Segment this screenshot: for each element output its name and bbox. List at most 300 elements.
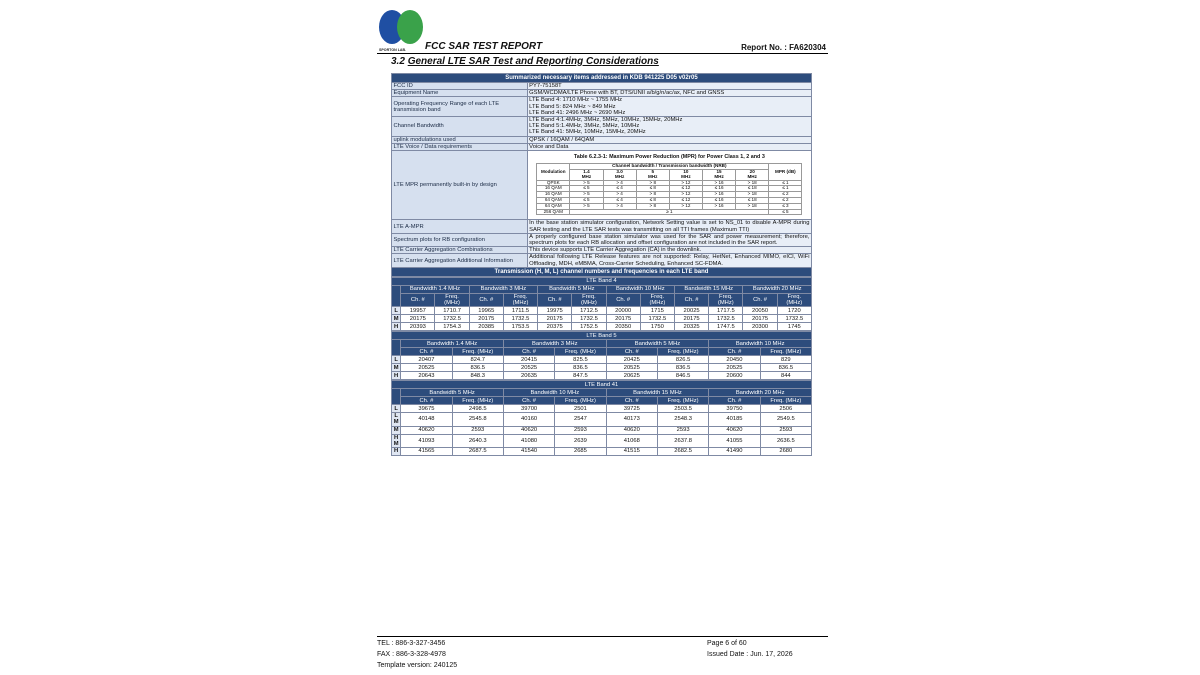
mpr-cell-value: QPSK	[537, 180, 570, 186]
channel-frequency: 2640.3	[452, 434, 503, 447]
channel-frequency: 2503.5	[657, 405, 708, 413]
summary-row	[392, 97, 812, 117]
freq-col-unit: (MHz)	[512, 300, 529, 307]
freq-col-header	[640, 293, 674, 306]
channel-frequency: 825.5	[555, 356, 606, 364]
band-corner	[392, 340, 401, 356]
summary-value: A properly configured base station simulator was used for the SAR and power measurement; therefore, spectrum plots for each RB allocation and offset configuration are not included in the SAR report.	[529, 233, 810, 247]
channel-frequency: 1750	[640, 323, 674, 331]
mpr-cell-value: ≤ 5	[570, 198, 603, 204]
channel-number: 19957	[401, 307, 435, 315]
logo-text: SPORTON LAB.	[379, 48, 407, 52]
band-title-row	[392, 332, 812, 340]
freq-col-header	[503, 293, 537, 306]
section-heading: General LTE SAR Test and Reporting Considerations	[407, 56, 659, 67]
channel-number: 40620	[709, 426, 760, 434]
summary-value-line: GSM/WCDMA/LTE Phone with BT, DTS/UNII a/b/g/n/ac/ax, NFC and GNSS	[529, 90, 725, 97]
channel-row	[392, 364, 812, 372]
mpr-cell-value: > 16	[702, 192, 735, 198]
channel-number: 20415	[503, 356, 554, 364]
freq-col-label: Freq.	[582, 293, 596, 300]
channel-number: 19965	[469, 307, 503, 315]
channel-number: 20300	[743, 323, 777, 331]
mpr-cell-value: 64 QAM	[537, 203, 570, 209]
freq-col-header: Freq. (MHz)	[555, 348, 606, 356]
channel-frequency: 829	[760, 356, 811, 364]
mpr-cell-value: ≤ 4	[603, 186, 636, 192]
channel-number: 41515	[606, 448, 657, 456]
channel-number: 40620	[503, 426, 554, 434]
mpr-cell-value: 64 QAM	[537, 198, 570, 204]
mpr-cell-value: ≤ 4	[603, 198, 636, 204]
band-bandwidth-header: Bandwidth 1.4 MHz	[401, 340, 504, 348]
band-bandwidth-header: Bandwidth 5 MHz	[401, 389, 504, 397]
summary-value-line: LTE Band 5:1.4MHz, 3MHz, 5MHz, 10MHz	[529, 123, 640, 130]
channel-frequency: 836.5	[555, 364, 606, 372]
mpr-col-modulation: Modulation	[537, 164, 570, 180]
band-bandwidth-row	[392, 285, 812, 293]
channel-number: 20025	[674, 307, 708, 315]
summary-value	[527, 136, 811, 143]
channel-number: 40173	[606, 413, 657, 426]
summary-row	[392, 254, 812, 267]
channel-number: 41490	[709, 448, 760, 456]
summary-label: LTE Carrier Aggregation Additional Information	[392, 254, 528, 267]
summary-row	[392, 233, 812, 246]
summary-label: Equipment Name	[392, 90, 528, 97]
mpr-bw-unit: MHz	[614, 173, 625, 179]
band-bandwidth-row	[392, 389, 812, 397]
section-number: 3.2	[391, 56, 405, 67]
mpr-table	[536, 163, 802, 215]
mpr-cell-value: > 16	[702, 180, 735, 186]
summary-value-line: LTE Band 41: 5MHz, 10MHz, 15MHz, 20MHz	[529, 129, 646, 136]
mpr-col-bandwidth: Channel bandwidth / Transmission bandwidth (NRB)	[570, 164, 769, 170]
band-bandwidth-header: Bandwidth 3 MHz	[469, 285, 537, 293]
channel-number: 40620	[606, 426, 657, 434]
considerations-table	[391, 73, 812, 456]
channel-level: M	[392, 315, 401, 323]
band-bandwidth-header: Bandwidth 10 MHz	[606, 285, 674, 293]
channel-frequency: 2593	[657, 426, 708, 434]
channel-frequency: 2593	[452, 426, 503, 434]
channel-number: 40185	[709, 413, 760, 426]
channel-col-header: Ch. #	[503, 348, 554, 356]
summary-row	[392, 83, 812, 90]
channel-col-header: Ch. #	[401, 348, 452, 356]
channel-level	[392, 434, 401, 447]
channel-number: 41080	[503, 434, 554, 447]
freq-col-header	[572, 293, 606, 306]
summary-label: LTE A-MPR	[392, 220, 528, 233]
channel-number: 40148	[401, 413, 452, 426]
footer-divider	[377, 636, 828, 637]
channel-frequency: 2685	[555, 448, 606, 456]
mpr-bw-value: 20	[749, 169, 755, 175]
mpr-cell-value: ≤ 2	[769, 192, 802, 198]
channel-frequency: 2593	[760, 426, 811, 434]
channel-frequency: 847.5	[555, 372, 606, 380]
channel-number: 41565	[401, 448, 452, 456]
channel-number: 20643	[401, 372, 452, 380]
freq-col-unit: (MHz)	[717, 300, 734, 307]
sporton-logo	[379, 8, 425, 52]
summary-value: In the base station simulator configuration, Network Setting value is set to NS_01 to disable A-MPR during SAR testing and the LTE SAR tests was transmitting on all TTI frames (Maximum TTI)	[529, 220, 810, 233]
mpr-col-mpr: MPR (dB)	[769, 164, 802, 180]
footer-fax: FAX : 886-3-328-4978	[377, 651, 446, 658]
channel-frequency: 2549.5	[760, 413, 811, 426]
freq-col-header: Freq. (MHz)	[657, 397, 708, 405]
mpr-bw-unit: MHz	[581, 173, 592, 179]
channel-col-header: Ch. #	[538, 293, 572, 306]
freq-col-header: Freq. (MHz)	[452, 397, 503, 405]
summary-label: uplink modulations used	[392, 136, 528, 143]
channel-row	[392, 323, 812, 331]
channel-number: 20407	[401, 356, 452, 364]
channel-level-letter: H	[394, 448, 399, 455]
summary-value-line: LTE Band 4:1.4MHz, 3MHz, 5MHz, 10MHz, 15MHz, 20MHz	[529, 117, 683, 124]
channel-frequency: 2548.3	[657, 413, 708, 426]
channel-col-header: Ch. #	[606, 397, 657, 405]
channel-frequency: 824.7	[452, 356, 503, 364]
channel-frequency: 1753.5	[503, 323, 537, 331]
freq-col-unit: (MHz)	[444, 300, 460, 307]
channel-number: 20350	[606, 323, 640, 331]
channels-heading: Transmission (H, M, L) channel numbers and frequencies in each LTE band	[392, 267, 812, 276]
channel-row	[392, 356, 812, 364]
band-title: LTE Band 4	[392, 277, 812, 285]
summary-label: LTE Voice / Data requirements	[392, 143, 528, 150]
channel-number: 20175	[674, 315, 708, 323]
channel-level-letter: H	[394, 434, 399, 441]
mpr-cell-value: > 16	[702, 203, 735, 209]
channel-col-header: Ch. #	[503, 397, 554, 405]
channel-number: 20525	[606, 364, 657, 372]
mpr-bw-unit: MHz	[648, 173, 658, 179]
mpr-cell-value: > 18	[736, 180, 769, 186]
channel-col-header: Ch. #	[469, 293, 503, 306]
channel-number: 19975	[538, 307, 572, 315]
band-bandwidth-header: Bandwidth 20 MHz	[709, 389, 812, 397]
band-bandwidth-header: Bandwidth 1.4 MHz	[401, 285, 469, 293]
channel-number: 41068	[606, 434, 657, 447]
freq-col-header: Freq. (MHz)	[555, 397, 606, 405]
channel-frequency: 1717.5	[709, 307, 743, 315]
channel-number: 20175	[606, 315, 640, 323]
summary-value	[527, 117, 811, 137]
channel-col-header: Ch. #	[401, 397, 452, 405]
mpr-bw-header	[570, 170, 603, 181]
summary-row	[392, 143, 812, 150]
channel-frequency: 1715	[640, 307, 674, 315]
channel-level	[392, 426, 401, 434]
channel-frequency: 2501	[555, 405, 606, 413]
channel-row	[392, 372, 812, 380]
freq-col-unit: (MHz)	[786, 300, 803, 307]
freq-col-header	[709, 293, 743, 306]
channel-number: 41055	[709, 434, 760, 447]
summary-row	[392, 117, 812, 137]
channel-frequency: 2506	[760, 405, 811, 413]
channel-col-header: Ch. #	[674, 293, 708, 306]
band-bandwidth-header: Bandwidth 20 MHz	[743, 285, 812, 293]
summary-row	[392, 90, 812, 97]
mpr-cell-value: ≤ 5	[570, 186, 603, 192]
band-bandwidth-header: Bandwidth 15 MHz	[674, 285, 742, 293]
report-number: Report No. : FA620304	[741, 43, 826, 52]
channel-level: H	[392, 323, 401, 331]
band4-table	[391, 277, 812, 331]
channel-frequency: 1710.7	[435, 307, 469, 315]
channel-level: L	[392, 356, 401, 364]
channel-col-header: Ch. #	[606, 293, 640, 306]
channel-row	[392, 434, 812, 447]
mpr-cell-value: > 12	[669, 192, 702, 198]
mpr-cell-value: > 12	[669, 203, 702, 209]
footer-issued-date: Issued Date : Jun. 17, 2026	[707, 651, 793, 658]
freq-col-label: Freq.	[445, 293, 459, 300]
band-bandwidth-header: Bandwidth 3 MHz	[503, 340, 606, 348]
mpr-cell-value: ≤ 5	[769, 209, 802, 215]
summary-label: Spectrum plots for RB configuration	[392, 233, 528, 246]
channel-number: 20175	[469, 315, 503, 323]
channel-number: 20525	[401, 364, 452, 372]
mpr-cell-value: > 5	[570, 180, 603, 186]
mpr-cell-value: > 5	[570, 192, 603, 198]
channel-level: M	[392, 364, 401, 372]
channel-frequency: 2498.5	[452, 405, 503, 413]
channel-row	[392, 426, 812, 434]
channel-frequency: 1752.5	[572, 323, 606, 331]
channel-number: 20050	[743, 307, 777, 315]
channel-number: 39700	[503, 405, 554, 413]
summary-value: Additional following LTE Release features are not supported: Relay, HetNet, Enhanced MIMO, eICI, WiFi Offloading, MDH, eMBMA, Cross-Carrier Scheduling, Enhanced SC-FDMA.	[529, 254, 810, 267]
channel-level-letter: L	[394, 405, 398, 412]
mpr-bw-unit: MHz	[714, 173, 724, 179]
mpr-cell-value: ≤ 16	[702, 186, 735, 192]
mpr-bw-header	[702, 170, 735, 181]
mpr-bw-value: 5	[651, 169, 655, 175]
channel-frequency: 844	[760, 372, 811, 380]
channel-level-letter: M	[393, 419, 399, 426]
channel-level-letter: M	[393, 427, 399, 434]
channel-level-letter: L	[394, 413, 398, 420]
summary-value-line: LTE Band 41: 2496 MHz ~ 2690 MHz	[529, 109, 626, 116]
mpr-cell-value: ≤ 16	[702, 198, 735, 204]
freq-col-unit: (MHz)	[649, 300, 666, 307]
freq-col-label: Freq.	[787, 293, 802, 300]
freq-col-header: Freq. (MHz)	[657, 348, 708, 356]
mpr-bw-row	[537, 170, 802, 181]
channel-frequency: 1747.5	[709, 323, 743, 331]
mpr-cell-value: ≤ 18	[736, 186, 769, 192]
mpr-cell-value: > 5	[570, 203, 603, 209]
channel-frequency: 1745	[777, 323, 811, 331]
freq-col-header: Freq. (MHz)	[452, 348, 503, 356]
channel-frequency: 826.5	[657, 356, 708, 364]
channel-number: 20525	[503, 364, 554, 372]
channel-level	[392, 413, 401, 426]
channel-number: 20600	[709, 372, 760, 380]
channel-frequency: 1732.5	[503, 315, 537, 323]
channel-number: 20425	[606, 356, 657, 364]
band-bandwidth-header: Bandwidth 10 MHz	[503, 389, 606, 397]
channel-frequency: 836.5	[760, 364, 811, 372]
channel-col-header: Ch. #	[743, 293, 777, 306]
channel-frequency: 2682.5	[657, 448, 708, 456]
footer-page: Page 6 of 60	[707, 640, 747, 647]
mpr-cell-value: ≤ 12	[669, 186, 702, 192]
channel-number: 41093	[401, 434, 452, 447]
mpr-row	[392, 151, 812, 220]
report-title: FCC SAR TEST REPORT	[425, 41, 543, 52]
channel-number: 20525	[709, 364, 760, 372]
channel-number: 41540	[503, 448, 554, 456]
channel-number: 20325	[674, 323, 708, 331]
channel-row	[392, 307, 812, 315]
mpr-bw-unit: MHz	[747, 173, 757, 179]
channel-number: 39725	[606, 405, 657, 413]
channel-number: 20635	[503, 372, 554, 380]
channel-col-header: Ch. #	[709, 397, 760, 405]
channel-level	[392, 448, 401, 456]
channel-frequency: 1711.5	[503, 307, 537, 315]
band-bandwidth-header: Bandwidth 10 MHz	[709, 340, 812, 348]
channel-number: 20175	[538, 315, 572, 323]
band5-table	[391, 331, 812, 380]
mpr-cell-value: > 4	[603, 180, 636, 186]
mpr-cell-value: > 18	[736, 192, 769, 198]
channel-number: 40160	[503, 413, 554, 426]
mpr-cell-value: 16 QAM	[537, 186, 570, 192]
channel-row	[392, 405, 812, 413]
mpr-cell-value: ≤ 18	[736, 198, 769, 204]
freq-col-label: Freq.	[719, 293, 733, 300]
channel-number: 20625	[606, 372, 657, 380]
channel-number: 20375	[538, 323, 572, 331]
channel-frequency: 2639	[555, 434, 606, 447]
channel-row	[392, 448, 812, 456]
channel-frequency: 1732.5	[777, 315, 811, 323]
mpr-data-row	[537, 209, 802, 215]
mpr-cell-value: > 18	[736, 203, 769, 209]
channel-number: 20393	[401, 323, 435, 331]
footer-tel: TEL : 886-3-327-3456	[377, 640, 446, 647]
summary-value-line: PY7-75158T	[529, 83, 562, 89]
summary-value-line: LTE Band 4: 1710 MHz ~ 1755 MHz	[529, 97, 623, 104]
mpr-cell-value: 256 QAM	[537, 209, 570, 215]
channel-frequency: 2687.5	[452, 448, 503, 456]
band-corner	[392, 389, 401, 405]
summary-value-line: Voice and Data	[529, 143, 569, 150]
channel-row	[392, 315, 812, 323]
summary-value	[527, 97, 811, 117]
summary-value: This device supports LTE Carrier Aggregation (CA) in the downlink.	[527, 247, 811, 254]
channel-frequency: 2547	[555, 413, 606, 426]
band-col-row	[392, 293, 812, 306]
channel-number: 20385	[469, 323, 503, 331]
mpr-cell-value: ≤ 1	[769, 186, 802, 192]
summary-value	[527, 90, 811, 97]
band-col-row	[392, 397, 812, 405]
mpr-cell-value: ≤ 8	[636, 186, 669, 192]
mpr-cell-value: 16 QAM	[537, 192, 570, 198]
band-title: LTE Band 41	[392, 381, 812, 389]
channel-number: 39675	[401, 405, 452, 413]
channel-level-letter: M	[393, 440, 399, 447]
channel-frequency: 2593	[555, 426, 606, 434]
mpr-cell-value: > 4	[603, 192, 636, 198]
summary-row	[392, 220, 812, 233]
mpr-cell-value: > 8	[636, 192, 669, 198]
freq-col-header	[435, 293, 469, 306]
summary-value	[527, 143, 811, 150]
freq-col-header: Freq. (MHz)	[760, 348, 811, 356]
channel-frequency: 2680	[760, 448, 811, 456]
mpr-bw-value: 1.4	[583, 169, 590, 175]
channel-frequency: 2545.8	[452, 413, 503, 426]
freq-col-label: Freq.	[513, 293, 528, 300]
band-bandwidth-header: Bandwidth 5 MHz	[606, 340, 709, 348]
band-corner	[392, 285, 401, 306]
mpr-cell-value: > 8	[636, 180, 669, 186]
mpr-cell-value: ≤ 12	[669, 198, 702, 204]
mpr-bw-header	[736, 170, 769, 181]
channel-frequency: 836.5	[657, 364, 708, 372]
channel-col-header: Ch. #	[606, 348, 657, 356]
summary-heading-row	[392, 74, 812, 83]
section-title	[391, 56, 659, 67]
channel-number: 20450	[709, 356, 760, 364]
mpr-cell-value: ≤ 3	[769, 203, 802, 209]
channel-row	[392, 413, 812, 426]
summary-table	[391, 73, 812, 277]
summary-heading: Summarized necessary items addressed in KDB 941225 D05 v02r05	[392, 74, 812, 83]
channel-number: 20000	[606, 307, 640, 315]
mpr-cell-value: > 12	[669, 180, 702, 186]
channel-number: 39750	[709, 405, 760, 413]
channels-heading-row	[392, 267, 812, 276]
summary-label: FCC ID	[392, 83, 528, 90]
channel-frequency: 836.5	[452, 364, 503, 372]
channel-frequency: 1732.5	[435, 315, 469, 323]
channel-number: 40620	[401, 426, 452, 434]
summary-label: Channel Bandwidth	[392, 117, 528, 137]
channel-frequency: 848.3	[452, 372, 503, 380]
summary-value-line: QPSK / 16QAM / 64QAM	[529, 136, 595, 143]
channel-col-header: Ch. #	[401, 293, 435, 306]
mpr-label: LTE MPR permanently built-in by design	[392, 151, 528, 220]
mpr-cell	[527, 151, 811, 220]
freq-col-header: Freq. (MHz)	[760, 397, 811, 405]
mpr-cell-value: ≤ 2	[769, 198, 802, 204]
freq-col-unit: (MHz)	[581, 300, 597, 307]
band41-table	[391, 380, 812, 456]
channel-number: 20175	[743, 315, 777, 323]
summary-label: LTE Carrier Aggregation Combinations	[392, 247, 528, 254]
channel-frequency: 1754.3	[435, 323, 469, 331]
channel-frequency: 1732.5	[572, 315, 606, 323]
mpr-bw-value: 10	[683, 169, 689, 175]
mpr-bw-unit: MHz	[681, 173, 691, 179]
channel-frequency: 2636.5	[760, 434, 811, 447]
channel-frequency: 1720	[777, 307, 811, 315]
channel-col-header: Ch. #	[709, 348, 760, 356]
band-bandwidth-header: Bandwidth 15 MHz	[606, 389, 709, 397]
channel-level: H	[392, 372, 401, 380]
band-title: LTE Band 5	[392, 332, 812, 340]
band-col-row	[392, 348, 812, 356]
